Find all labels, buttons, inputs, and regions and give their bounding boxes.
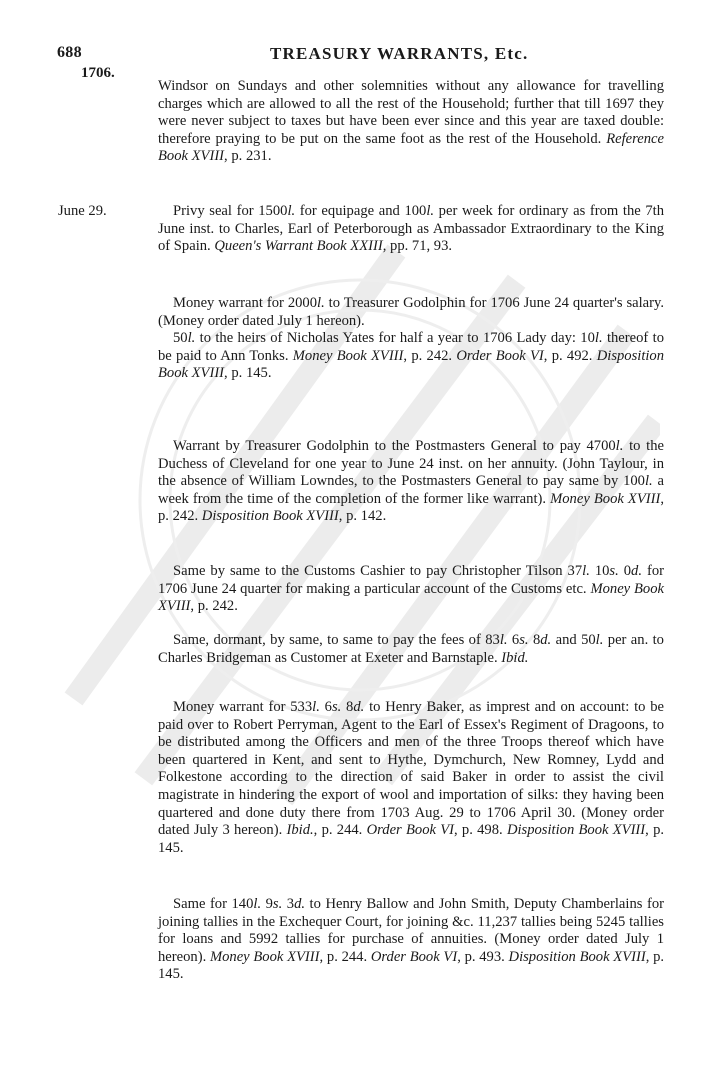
- text-segment: , pp. 71, 93.: [382, 238, 453, 255]
- text-segment: Windsor on Sundays and other solemnities without any allowance for travelling charges which are allowed to all the rest of the Household; further that till 1697 they were never subject to taxes but have been ever since and this year are taxed double: therefore praying to be put on the same foot as the rest of the Household.: [158, 78, 664, 147]
- text-segment: thereof to be paid to Ann Tonks.: [158, 330, 664, 364]
- text-segment: , p. 498.: [454, 822, 507, 839]
- text-segment: 50: [173, 330, 188, 347]
- italic-reference: d.: [353, 699, 365, 715]
- text-segment: to the Duchess of Cleveland for one year to June 24 inst. on her annuity. (John Taylour, in the absence of William Lowndes, to the Postmasters General to pay same by 100: [158, 438, 664, 490]
- italic-reference: Disposition Book XVIII: [158, 347, 665, 382]
- italic-reference: Disposition Book XVIII: [506, 822, 646, 839]
- text-segment: , p. 244.: [313, 822, 367, 839]
- entry-paragraph: [158, 203, 664, 256]
- entry-paragraph: [158, 896, 664, 984]
- italic-reference: l.: [312, 699, 320, 715]
- italic-reference: Money Book XVIII: [158, 580, 664, 615]
- italic-reference: l.: [287, 203, 296, 219]
- italic-reference: l.: [582, 563, 590, 579]
- italic-reference: Money Book XVIII: [209, 948, 320, 965]
- text-segment: , p. 244.: [319, 948, 371, 965]
- italic-reference: Order Book VI: [456, 347, 544, 364]
- italic-reference: l.: [426, 203, 435, 219]
- page-number: 688: [57, 44, 82, 61]
- italic-reference: l.: [317, 295, 325, 311]
- italic-reference: l.: [187, 330, 196, 347]
- text-segment: 8: [341, 699, 354, 715]
- text-segment: , p. 492.: [543, 347, 597, 364]
- italic-reference: Ibid.: [286, 822, 314, 839]
- text-segment: , p. 242.: [158, 490, 664, 525]
- text-segment: Money warrant for 2000: [173, 295, 318, 311]
- text-segment: , p. 142.: [338, 508, 387, 525]
- entry-customs-cashier: [158, 563, 664, 616]
- text-segment: a week from the time of the completion of the former like warrant).: [158, 473, 664, 507]
- text-segment: , p. 145.: [158, 822, 665, 856]
- italic-reference: Money Book XVIII: [292, 347, 404, 364]
- entry-money-warrant-baker: [158, 699, 664, 857]
- text-segment: to Treasurer Godolphin for 1706 June 24 quarter's salary. (Money order dated July 1 hereon).: [158, 295, 665, 329]
- entry-deputy-chamberlains: [158, 896, 664, 984]
- italic-reference: l.: [615, 438, 624, 454]
- entry-paragraph: [158, 78, 664, 166]
- italic-reference: d.: [294, 896, 306, 912]
- entry-paragraph: [158, 632, 664, 667]
- text-segment: , p. 242.: [403, 347, 457, 364]
- entry-paragraph: [158, 563, 664, 616]
- text-segment: , p. 493.: [457, 948, 509, 965]
- entry-paragraph: [158, 330, 664, 383]
- italic-reference: Order Book VI: [366, 822, 455, 839]
- text-segment: 9: [261, 896, 273, 912]
- text-segment: and 50: [551, 632, 596, 648]
- italic-reference: Disposition Book XVIII: [508, 948, 646, 965]
- italic-reference: s.: [331, 699, 342, 715]
- text-segment: , p. 145.: [224, 365, 272, 382]
- text-segment: , p. 145.: [158, 948, 665, 983]
- text-segment: 6: [319, 699, 332, 715]
- text-segment: , p. 231.: [224, 148, 272, 165]
- text-segment: Same by same to the Customs Cashier to pay Christopher Tilson 37: [173, 563, 583, 579]
- page-header: [0, 0, 720, 90]
- italic-reference: l.: [253, 896, 262, 912]
- text-segment: to Henry Ballow and John Smith, Deputy Chamberlains for joining tallies in the Exchequer Court, for joining &c. 11,237 tallies being 5245 tallies for loans and 5992 tallies for purchase of annuities. (Money order dated July 1 hereon).: [158, 896, 664, 965]
- text-segment: 3: [282, 896, 295, 912]
- italic-reference: l.: [594, 330, 603, 347]
- italic-reference: Queen's Warrant Book XXIII: [214, 238, 383, 255]
- italic-reference: Disposition Book XVIII: [201, 508, 339, 525]
- text-segment: Money warrant for 533: [173, 699, 313, 715]
- text-segment: to Henry Baker, as imprest and on account: to be paid over to Robert Perryman, Agent to the Earl of Essex's Regiment of Dragoons, to be distributed among the Officers and men of the three Troops thereof which have been quartered in Kent, and sent to Hythe, Dymchurch, New Romney, Lydd and Folkestone according to the direction of said Baker in order to assist the civil magistrate in hindering the export of wool and importation of silks: they having been quartered and done duty there from 1703 Aug. 29 to 1706 April 30. (Money order dated July 3 hereon).: [158, 699, 664, 839]
- italic-reference: Ibid.: [501, 649, 529, 666]
- italic-reference: Reference Book XVIII: [158, 130, 664, 165]
- entry-postmasters-warrant: [158, 438, 664, 526]
- text-segment: 8: [528, 632, 541, 648]
- entry-paragraph: [158, 438, 664, 526]
- italic-reference: l.: [644, 473, 653, 490]
- text-segment: Same, dormant, by same, to same to pay the fees of 83: [173, 632, 500, 648]
- text-segment: per week for ordinary as from the 7th June inst. to Charles, Earl of Peterborough as Ambassador Extraordinary to the King of Spain.: [158, 203, 665, 255]
- text-segment: , p. 242.: [190, 598, 238, 615]
- year-marker: 1706.: [81, 65, 115, 81]
- italic-reference: s.: [609, 563, 619, 579]
- text-segment: to the heirs of Nicholas Yates for half a year to 1706 Lady day: 10: [195, 330, 595, 347]
- entry-dormant-fees: [158, 632, 664, 667]
- italic-reference: Order Book VI: [370, 948, 458, 965]
- entry-money-warrant-godolphin: [158, 295, 664, 383]
- italic-reference: l.: [499, 632, 508, 648]
- text-segment: 6: [507, 632, 520, 648]
- italic-reference: l.: [595, 632, 604, 648]
- text-segment: 0: [618, 563, 632, 579]
- entry-privy-seal: [158, 203, 664, 256]
- entry-date: June 29.: [58, 203, 107, 219]
- text-segment: Warrant by Treasurer Godolphin to the Postmasters General to pay 4700: [173, 438, 616, 454]
- running-title: TREASURY WARRANTS, Etc.: [270, 44, 529, 63]
- text-segment: for equipage and 100: [295, 203, 427, 219]
- italic-reference: d.: [540, 632, 552, 648]
- text-segment: Privy seal for 1500: [173, 203, 288, 219]
- text-segment: Same for 140: [173, 896, 254, 912]
- italic-reference: d.: [631, 563, 642, 579]
- entry-paragraph: [158, 699, 664, 857]
- text-segment: for 1706 June 24 quarter for making a particular account of the Customs etc.: [158, 563, 664, 597]
- italic-reference: Money Book XVIII: [550, 490, 661, 507]
- entry-continuation: [158, 78, 664, 166]
- entry-paragraph: [158, 295, 664, 330]
- text-segment: per an. to Charles Bridgeman as Customer at Exeter and Barnstaple.: [158, 632, 664, 666]
- italic-reference: s.: [519, 632, 529, 648]
- italic-reference: s.: [272, 896, 283, 912]
- text-segment: 10: [589, 563, 610, 579]
